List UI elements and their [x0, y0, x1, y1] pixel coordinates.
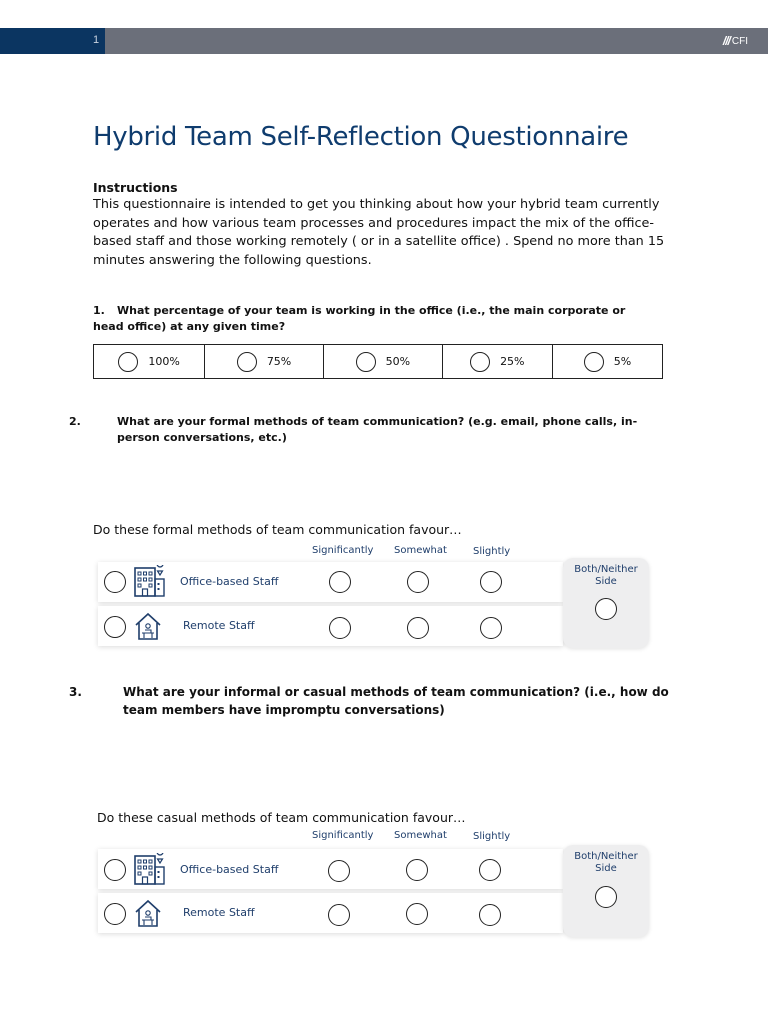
option-label: 75% — [266, 354, 292, 368]
remote-somewhat-radio[interactable] — [406, 903, 428, 925]
question-number: 3. — [69, 685, 82, 699]
remote-staff-select-radio[interactable] — [104, 903, 126, 925]
option-75[interactable] — [205, 345, 324, 379]
option-label: 50% — [385, 354, 411, 368]
cfi-logo — [723, 34, 748, 48]
both-neither-label: Both/Neither Side — [574, 564, 638, 587]
row-label-remote-staff: Remote Staff — [183, 619, 255, 632]
question-2 — [69, 414, 677, 446]
favour-question-casual: Do these casual methods of team communication favour… — [97, 810, 466, 825]
column-slightly: Slightly — [473, 831, 511, 842]
office-staff-select-radio[interactable] — [104, 571, 126, 593]
radio-button[interactable] — [584, 352, 604, 372]
remote-somewhat-radio[interactable] — [407, 617, 429, 639]
option-25[interactable] — [442, 345, 552, 379]
radio-button[interactable] — [118, 352, 138, 372]
option-100[interactable] — [94, 345, 205, 379]
row-label-remote-staff: Remote Staff — [183, 906, 255, 919]
remote-slightly-radio[interactable] — [479, 904, 501, 926]
question-text: What are your informal or casual methods of team communication? (i.e., how do team members have impromptu conversations) — [123, 685, 669, 717]
both-neither-panel — [563, 845, 649, 937]
row-label-office-based-staff: Office-based Staff — [180, 575, 279, 588]
remote-significantly-radio[interactable] — [329, 617, 351, 639]
office-somewhat-radio[interactable] — [407, 571, 429, 593]
option-label: 100% — [148, 354, 180, 368]
column-somewhat: Somewhat — [394, 545, 447, 556]
column-significantly: Significantly — [312, 545, 374, 556]
both-neither-label: Both/Neither Side — [574, 851, 638, 874]
home-office-icon — [133, 611, 163, 641]
radio-button[interactable] — [356, 352, 376, 372]
office-significantly-radio[interactable] — [328, 860, 350, 882]
option-label: 5% — [613, 354, 632, 368]
logo-mark-icon: /// — [722, 34, 730, 48]
question-3 — [69, 683, 683, 719]
question-number: 1. — [93, 304, 105, 317]
option-5[interactable] — [552, 345, 662, 379]
office-building-icon — [133, 565, 167, 599]
home-office-icon — [133, 898, 163, 928]
office-building-icon — [133, 853, 167, 887]
office-significantly-radio[interactable] — [329, 571, 351, 593]
remote-significantly-radio[interactable] — [328, 904, 350, 926]
office-somewhat-radio[interactable] — [406, 859, 428, 881]
office-slightly-radio[interactable] — [480, 571, 502, 593]
both-neither-radio[interactable] — [595, 598, 617, 620]
favour-question-formal: Do these formal methods of team communication favour… — [93, 522, 462, 537]
radio-button[interactable] — [237, 352, 257, 372]
instructions-heading: Instructions — [93, 180, 178, 195]
logo-text: CFI — [731, 35, 748, 47]
both-neither-radio[interactable] — [595, 886, 617, 908]
page-number-box — [0, 28, 105, 54]
row-label-office-based-staff: Office-based Staff — [180, 863, 279, 876]
remote-slightly-radio[interactable] — [480, 617, 502, 639]
option-label: 25% — [500, 354, 525, 368]
instructions-body: This questionnaire is intended to get you thinking about how your hybrid team currently operates and how various team processes and procedures impact the mix of the office-based staff and those working remotely ( or in a satellite office) . Spend no more than 15 minutes answering the following questions. — [93, 197, 665, 268]
question-1 — [93, 303, 653, 335]
header-bar — [0, 28, 768, 54]
column-significantly: Significantly — [312, 830, 374, 841]
question-text: What are your formal methods of team communication? (e.g. email, phone calls, in- person conversations, etc.) — [117, 415, 638, 444]
option-50[interactable] — [323, 345, 442, 379]
remote-staff-select-radio[interactable] — [104, 616, 126, 638]
office-staff-select-radio[interactable] — [104, 859, 126, 881]
page-title: Hybrid Team Self-Reflection Questionnaire — [93, 122, 629, 152]
radio-button[interactable] — [470, 352, 490, 372]
percentage-options — [93, 344, 663, 379]
both-neither-panel — [563, 558, 649, 648]
column-somewhat: Somewhat — [394, 830, 447, 841]
page-number: 1 — [93, 34, 100, 46]
question-number: 2. — [69, 415, 81, 428]
column-slightly: Slightly — [473, 546, 511, 557]
office-slightly-radio[interactable] — [479, 859, 501, 881]
question-text: What percentage of your team is working in the office (i.e., the main corporate or head office) at any given time? — [93, 304, 626, 333]
